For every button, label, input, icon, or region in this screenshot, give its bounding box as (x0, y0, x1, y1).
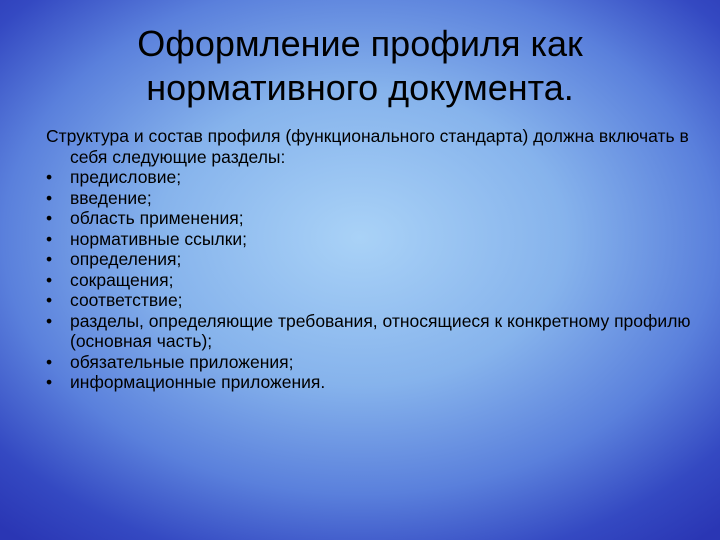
list-item-text: сокращения; (70, 269, 174, 290)
list-item-text: область применения; (70, 208, 244, 228)
list-item (46, 290, 706, 311)
list-item-text: разделы, определяющие требования, относящиеся к конкретному профилю (основная часть); (70, 310, 691, 351)
bullet-icon: • (46, 249, 53, 269)
list-item-text: соответствие; (70, 290, 183, 310)
sections-list (46, 167, 706, 393)
bullet-icon: • (46, 187, 53, 208)
list-item (46, 311, 706, 352)
list-item (46, 167, 706, 188)
list-item (46, 208, 706, 229)
list-item-text: введение; (70, 187, 152, 208)
list-item (46, 249, 706, 270)
slide-title: Оформление профиля как нормативного документа. (137, 23, 583, 108)
bullet-icon: • (46, 228, 53, 249)
list-item (46, 188, 706, 209)
intro-text: Структура и состав профиля (функционального стандарта) должна включать в себя следующие разделы: (46, 126, 689, 167)
bullet-icon: • (46, 208, 53, 228)
list-item-text: предисловие; (70, 167, 182, 187)
list-item (46, 270, 706, 291)
bullet-icon: • (46, 269, 53, 290)
list-item (46, 372, 706, 393)
list-item-text: обязательные приложения; (70, 351, 294, 372)
list-item-text: нормативные ссылки; (70, 228, 248, 249)
list-item-text: определения; (70, 249, 182, 269)
bullet-icon: • (46, 310, 53, 331)
bullet-icon: • (46, 351, 53, 372)
bullet-icon: • (46, 290, 53, 310)
list-item (46, 229, 706, 250)
list-item-text: информационные приложения. (70, 372, 326, 392)
bullet-icon: • (46, 167, 53, 187)
list-item (46, 352, 706, 373)
bullet-icon: • (46, 372, 53, 392)
